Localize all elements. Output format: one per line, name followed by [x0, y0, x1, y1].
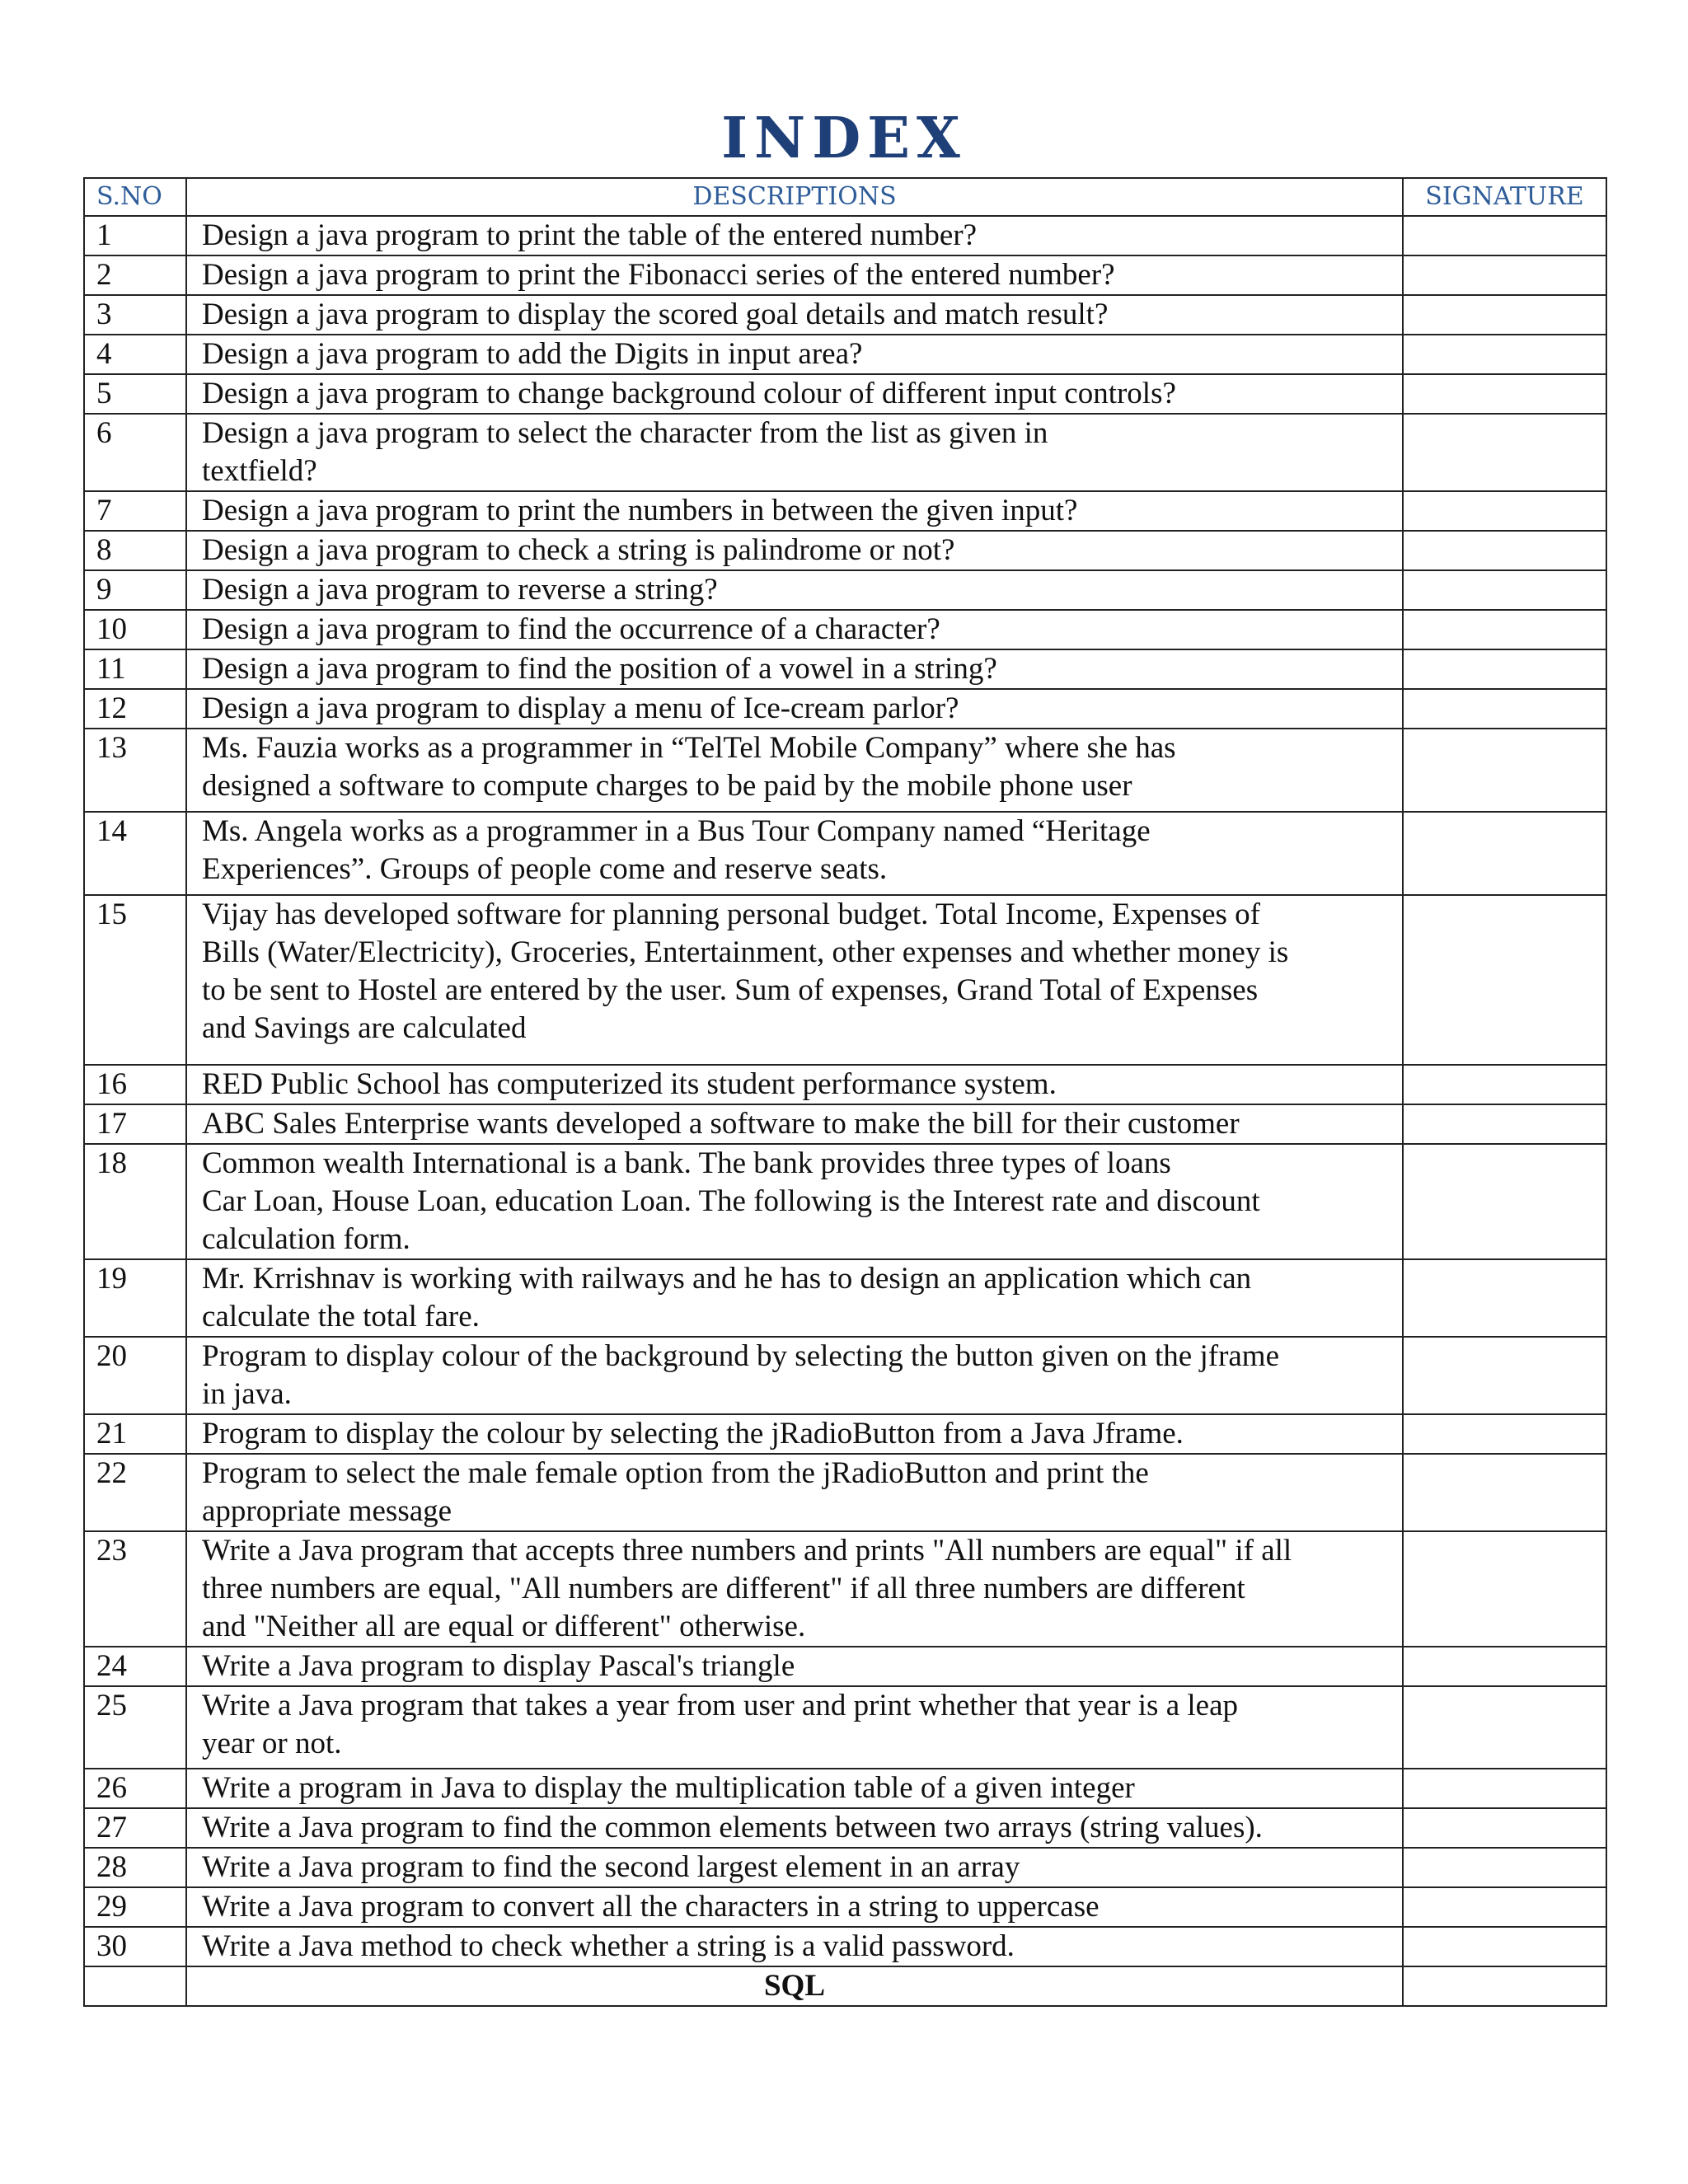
row-number: 6	[84, 414, 186, 491]
row-signature-cell	[1403, 1104, 1606, 1144]
row-number: 27	[84, 1808, 186, 1848]
sql-section-row	[84, 1966, 1606, 2006]
row-number: 10	[84, 610, 186, 649]
row-description: Design a java program to find the position of a vowel in a string?	[186, 649, 1403, 689]
row-description: Program to display the colour by selecting the jRadioButton from a Java Jframe.	[186, 1414, 1403, 1454]
row-description: Write a program in Java to display the multiplication table of a given integer	[186, 1769, 1403, 1808]
table-row	[84, 335, 1606, 374]
row-signature-cell	[1403, 895, 1606, 1065]
row-description: Ms. Angela works as a programmer in a Bus Tour Company named “Heritage Experiences”. Groups of people come and reserve seats.	[186, 812, 1403, 895]
row-signature-cell	[1403, 649, 1606, 689]
row-description: Write a Java program to display Pascal's triangle	[186, 1647, 1403, 1686]
table-row	[84, 570, 1606, 610]
row-description: Vijay has developed software for planning personal budget. Total Income, Expenses of Bills (Water/Electricity), Groceries, Entertainment, other expenses and whether money is to be sent to Hostel are entered by the user. Sum of expenses, Grand Total of Expenses and Savings are calculated	[186, 895, 1403, 1065]
sql-sno-cell	[84, 1966, 186, 2006]
row-signature-cell	[1403, 1686, 1606, 1769]
row-signature-cell	[1403, 1531, 1606, 1647]
row-number: 29	[84, 1887, 186, 1927]
table-row	[84, 689, 1606, 729]
row-number: 8	[84, 531, 186, 570]
row-signature-cell	[1403, 216, 1606, 255]
table-row	[84, 1144, 1606, 1259]
table-row	[84, 649, 1606, 689]
sql-signature-cell	[1403, 1966, 1606, 2006]
row-number: 23	[84, 1531, 186, 1647]
row-description: Design a java program to check a string is palindrome or not?	[186, 531, 1403, 570]
table-row	[84, 491, 1606, 531]
row-signature-cell	[1403, 1337, 1606, 1414]
row-number: 3	[84, 295, 186, 335]
row-description: Write a Java program to convert all the characters in a string to uppercase	[186, 1887, 1403, 1927]
row-number: 13	[84, 729, 186, 812]
table-row	[84, 414, 1606, 491]
row-number: 28	[84, 1848, 186, 1887]
row-number: 30	[84, 1927, 186, 1966]
table-row	[84, 374, 1606, 414]
row-number: 19	[84, 1259, 186, 1337]
header-sno: S.NO	[84, 178, 186, 216]
table-row	[84, 1259, 1606, 1337]
table-row	[84, 1887, 1606, 1927]
row-number: 11	[84, 649, 186, 689]
row-description: Design a java program to print the table of the entered number?	[186, 216, 1403, 255]
row-number: 17	[84, 1104, 186, 1144]
table-row	[84, 895, 1606, 1065]
table-row	[84, 1686, 1606, 1769]
row-number: 4	[84, 335, 186, 374]
row-number: 16	[84, 1065, 186, 1104]
row-number: 18	[84, 1144, 186, 1259]
row-signature-cell	[1403, 1848, 1606, 1887]
row-signature-cell	[1403, 1769, 1606, 1808]
table-row	[84, 255, 1606, 295]
table-row	[84, 531, 1606, 570]
row-description: Ms. Fauzia works as a programmer in “TelTel Mobile Company” where she has designed a software to compute charges to be paid by the mobile phone user	[186, 729, 1403, 812]
table-row	[84, 1808, 1606, 1848]
table-row	[84, 729, 1606, 812]
row-signature-cell	[1403, 374, 1606, 414]
row-description: Design a java program to print the numbers in between the given input?	[186, 491, 1403, 531]
row-number: 21	[84, 1414, 186, 1454]
row-description: Write a Java program to find the second largest element in an array	[186, 1848, 1403, 1887]
table-row	[84, 1927, 1606, 1966]
row-description: RED Public School has computerized its student performance system.	[186, 1065, 1403, 1104]
table-row	[84, 1769, 1606, 1808]
row-description: Mr. Krrishnav is working with railways and he has to design an application which can calculate the total fare.	[186, 1259, 1403, 1337]
table-row	[84, 610, 1606, 649]
table-row	[84, 1414, 1606, 1454]
table-row	[84, 295, 1606, 335]
row-signature-cell	[1403, 1065, 1606, 1104]
row-description: Write a Java program that takes a year from user and print whether that year is a leap year or not.	[186, 1686, 1403, 1769]
table-row	[84, 1104, 1606, 1144]
row-number: 2	[84, 255, 186, 295]
row-signature-cell	[1403, 335, 1606, 374]
table-row	[84, 1647, 1606, 1686]
row-description: Write a Java method to check whether a string is a valid password.	[186, 1927, 1403, 1966]
row-signature-cell	[1403, 295, 1606, 335]
row-signature-cell	[1403, 414, 1606, 491]
row-description: Write a Java program that accepts three numbers and prints "All numbers are equal" if all three numbers are equal, "All numbers are different" if all three numbers are different and "Neither all are equal or different" otherwise.	[186, 1531, 1403, 1647]
table-row	[84, 1065, 1606, 1104]
row-signature-cell	[1403, 610, 1606, 649]
row-number: 15	[84, 895, 186, 1065]
page-title: INDEX	[721, 105, 967, 171]
table-row	[84, 1454, 1606, 1531]
row-number: 9	[84, 570, 186, 610]
row-description: Write a Java program to find the common elements between two arrays (string values).	[186, 1808, 1403, 1848]
row-number: 7	[84, 491, 186, 531]
row-signature-cell	[1403, 1414, 1606, 1454]
row-description: Program to display colour of the background by selecting the button given on the jframe in java.	[186, 1337, 1403, 1414]
row-number: 25	[84, 1686, 186, 1769]
row-description: Design a java program to display the scored goal details and match result?	[186, 295, 1403, 335]
row-description: Design a java program to reverse a string?	[186, 570, 1403, 610]
row-number: 26	[84, 1769, 186, 1808]
row-signature-cell	[1403, 1647, 1606, 1686]
row-description: ABC Sales Enterprise wants developed a software to make the bill for their customer	[186, 1104, 1403, 1144]
row-signature-cell	[1403, 1144, 1606, 1259]
row-number: 1	[84, 216, 186, 255]
table-body	[84, 216, 1606, 2006]
row-description: Design a java program to display a menu of Ice-cream parlor?	[186, 689, 1403, 729]
row-signature-cell	[1403, 729, 1606, 812]
header-signature: SIGNATURE	[1403, 178, 1606, 216]
row-description: Program to select the male female option from the jRadioButton and print the appropriate message	[186, 1454, 1403, 1531]
row-description: Design a java program to select the character from the list as given in textfield?	[186, 414, 1403, 491]
row-signature-cell	[1403, 1259, 1606, 1337]
index-table	[83, 177, 1607, 2007]
row-number: 14	[84, 812, 186, 895]
row-description: Design a java program to change background colour of different input controls?	[186, 374, 1403, 414]
row-signature-cell	[1403, 689, 1606, 729]
row-description: Design a java program to find the occurrence of a character?	[186, 610, 1403, 649]
row-description: Design a java program to print the Fibonacci series of the entered number?	[186, 255, 1403, 295]
table-row	[84, 1337, 1606, 1414]
row-signature-cell	[1403, 531, 1606, 570]
row-signature-cell	[1403, 1454, 1606, 1531]
row-signature-cell	[1403, 812, 1606, 895]
table-row	[84, 1848, 1606, 1887]
row-number: 12	[84, 689, 186, 729]
table-row	[84, 1531, 1606, 1647]
row-number: 24	[84, 1647, 186, 1686]
row-signature-cell	[1403, 1808, 1606, 1848]
sql-heading: SQL	[186, 1966, 1403, 2006]
row-description: Common wealth International is a bank. The bank provides three types of loans Car Loan, House Loan, education Loan. The following is the Interest rate and discount calculation form.	[186, 1144, 1403, 1259]
row-signature-cell	[1403, 1927, 1606, 1966]
table-row	[84, 216, 1606, 255]
row-number: 20	[84, 1337, 186, 1414]
row-signature-cell	[1403, 1887, 1606, 1927]
row-signature-cell	[1403, 491, 1606, 531]
table-row	[84, 812, 1606, 895]
row-description: Design a java program to add the Digits in input area?	[186, 335, 1403, 374]
row-number: 22	[84, 1454, 186, 1531]
row-signature-cell	[1403, 255, 1606, 295]
header-descriptions: DESCRIPTIONS	[186, 178, 1403, 216]
row-signature-cell	[1403, 570, 1606, 610]
row-number: 5	[84, 374, 186, 414]
header-row	[84, 178, 1606, 216]
